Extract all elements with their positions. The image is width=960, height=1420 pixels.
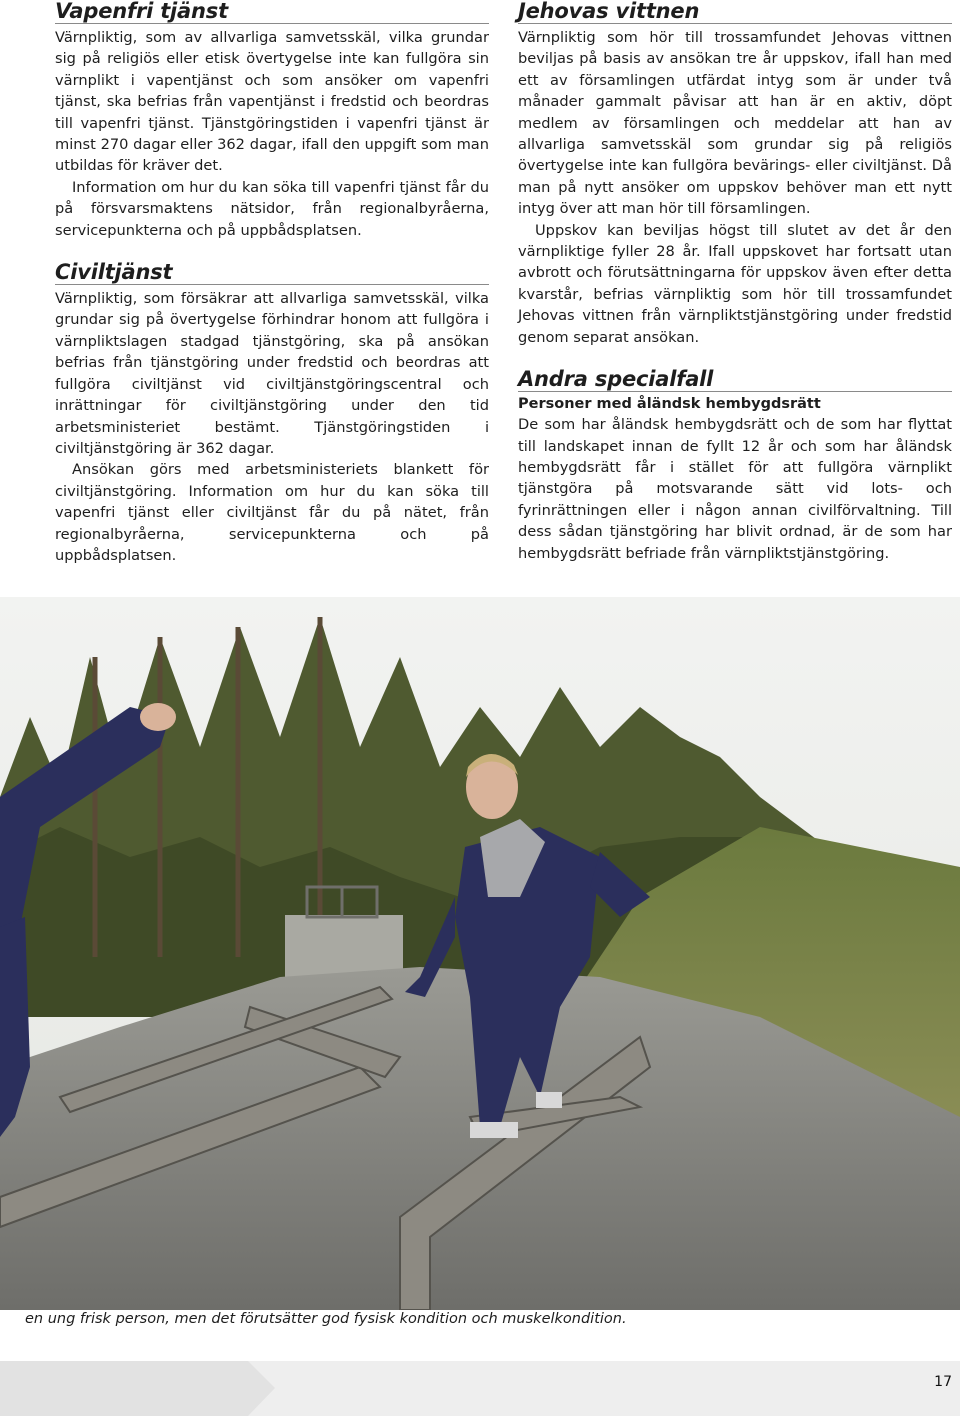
photo-obstacle-course <box>0 597 960 1310</box>
left-column <box>55 0 489 566</box>
section-title-vapenfri: Vapenfri tjänst <box>55 0 489 24</box>
paragraph: Information om hur du kan söka till vapenfri tjänst får du på försvarsmaktens nätsidor, från regionalbyråerna, servicepunkterna och på uppbådsplatsen. <box>55 178 489 239</box>
section-title-jehovas: Jehovas vittnen <box>518 0 952 24</box>
section-title-civiltjanst: Civiltjänst <box>55 261 489 285</box>
footer-arrow-graphic <box>0 1361 960 1416</box>
subsection-title: Personer med åländsk hembygdsrätt <box>518 396 821 413</box>
photo-caption: en ung frisk person, men det förutsätter god fysisk kondition och muskelkondition. <box>25 1311 627 1327</box>
paragraph: De som har åländsk hembygdsrätt och de som har flyttat till landskapet innan de fyllt 12 år och som har åländsk hembygdsrätt får i stället för att fullgöra värnplikt tjänstgöra på motsvarande sätt vid lots- och fyrinrättningen eller i någon annan civilförvaltning. Till dess sådan tjänstgöring har blivit ordnad, är de som har hembygdsrätt befriade från värnpliktstjänstgöring. <box>518 416 952 562</box>
right-column <box>518 0 952 564</box>
paragraph: Värnpliktig som hör till trossamfundet Jehovas vittnen beviljas på basis av ansökan tre år uppskov, ifall han med ett av församlingen utfärdat intyg som är under två månader gammalt påvisar att han är en aktiv, döpt medlem av församlingen och meddelar att han av allvarliga samvetsskäl som grundar sig på religiös övertygelse inte kan fullgöra bevärings- eller civiltjänst. Då man på nytt ansöker om uppskov behöver man ett nytt intyg över att man hör till församlingen. <box>518 29 952 218</box>
footer-band <box>0 1361 960 1416</box>
section-title-andra: Andra specialfall <box>518 368 952 392</box>
paragraph: Uppskov kan beviljas högst till slutet av det år den värnpliktige fyller 28 år. Ifall uppskovet har fortsatt utan avbrott och förutsättningarna för uppskov även efter detta kvarstår, befrias värnpliktig som hör till trossamfundet Jehovas vittnen från värnpliktstjänstgöring under fredstid genom separat ansökan. <box>518 221 952 346</box>
paragraph: Värnpliktig, som försäkrar att allvarliga samvetsskäl, vilka grundar sig på övertygelse förhindrar honom att fullgöra i värnpliktslagen stadgad tjänstgöring, ska på ansökan befrias från tjänstgöring under fredstid och beordras att fullgöra civiltjänst vid civiltjänstgöringscentral och inrättningar för civiltjänstgöring under den tid arbetsministeriet bestämt. Tjänstgöringstiden i civiltjänstgöring är 362 dagar. <box>55 290 489 457</box>
paragraph: Ansökan görs med arbetsministeriets blankett för civiltjänstgöring. Information om hur du kan söka till vapenfri tjänst eller civiltjänst får du på nätet, från regionalbyråerna, servicepunkterna och på uppbådsplatsen. <box>55 461 489 564</box>
paragraph: Värnpliktig, som av allvarliga samvetsskäl, vilka grundar sig på religiös eller etisk övertygelse inte kan fullgöra sin värnplikt i vapentjänst och som ansöker om vapenfri tjänst, ska befrias från vapentjänst i fredstid och beordras till vapenfri tjänst. Tjänstgöringstiden i vapenfri tjänst är minst 270 dagar eller 362 dagar, ifall den uppgift som man utbildas för kräver det. <box>55 29 489 175</box>
page-number: 17 <box>934 1374 952 1390</box>
